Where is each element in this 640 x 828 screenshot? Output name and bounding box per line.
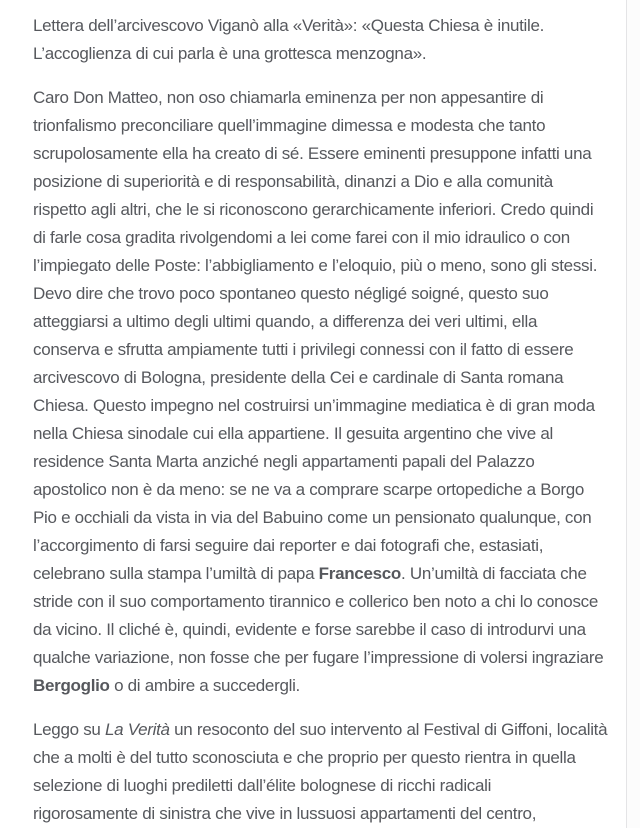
text-line bbox=[33, 744, 590, 772]
text-segment: rispetto agli altri, che le si riconoscono gerarchicamente inferiori. Credo quindi bbox=[33, 200, 594, 219]
text-line bbox=[33, 420, 590, 448]
text-line bbox=[33, 252, 598, 280]
text-segment: rigorosamente di sinistra che vive in lussuosi appartamenti del centro, bbox=[33, 804, 537, 823]
text-line bbox=[33, 560, 590, 588]
text-line bbox=[33, 112, 590, 140]
text-segment: Lettera dell’arcivescovo Viganò alla «Verità»: «Questa Chiesa è inutile. bbox=[33, 16, 545, 35]
text-segment: l’accorgimento di farsi seguire dai reporter e dai fotografi che, estasiati, bbox=[33, 536, 544, 555]
text-line bbox=[33, 616, 590, 644]
text-line bbox=[33, 800, 590, 828]
text-line bbox=[33, 364, 590, 392]
text-segment: residence Santa Marta anziché negli appartamenti papali del Palazzo bbox=[33, 452, 535, 471]
text-segment: arcivescovo di Bologna, presidente della Cei e cardinale di Santa romana bbox=[33, 368, 564, 387]
text-segment: l’impiegato delle Poste: l’abbigliamento e l’eloquio, più o meno, sono gli stessi. bbox=[33, 256, 598, 275]
bold-text-segment: Francesco bbox=[318, 564, 402, 583]
paragraph bbox=[33, 12, 590, 68]
text-segment: Leggo su bbox=[33, 720, 105, 739]
text-segment: Chiesa. Questo impegno nel costruirsi un’immagine mediatica è di gran moda bbox=[33, 396, 595, 415]
text-segment: o di ambire a succedergli. bbox=[109, 676, 300, 695]
text-segment: Caro Don Matteo, non oso chiamarla eminenza per non appesantire di bbox=[33, 88, 544, 107]
text-segment: selezione di luoghi prediletti dall’élite bolognese di ricchi radicali bbox=[33, 776, 492, 795]
text-line bbox=[33, 40, 590, 68]
text-line bbox=[33, 280, 590, 308]
text-line bbox=[33, 224, 590, 252]
text-line bbox=[33, 12, 590, 40]
text-line bbox=[33, 504, 590, 532]
text-line bbox=[33, 392, 595, 420]
text-segment: di farle cosa gradita rivolgendomi a lei come farei con il mio idraulico o con bbox=[33, 228, 570, 247]
text-line bbox=[33, 644, 604, 672]
text-segment: atteggiarsi a ultimo degli ultimi quando, a differenza dei veri ultimi, ella bbox=[33, 312, 538, 331]
text-line bbox=[33, 532, 590, 560]
text-segment: L’accoglienza di cui parla è una grottesca menzogna». bbox=[33, 44, 427, 63]
text-line bbox=[33, 336, 590, 364]
italic-text-segment: La Verità bbox=[104, 720, 170, 739]
text-segment: da vicino. Il cliché è, quindi, evidente e forse sarebbe il caso di introdurvi una bbox=[33, 620, 586, 639]
text-line bbox=[33, 168, 590, 196]
scrollbar-track[interactable] bbox=[627, 0, 640, 828]
paragraph bbox=[33, 716, 608, 828]
text-segment: conserva e sfrutta ampiamente tutti i privilegi connessi con il fatto di essere bbox=[33, 340, 574, 359]
text-line bbox=[33, 672, 590, 700]
text-line bbox=[33, 772, 590, 800]
text-segment: un resoconto del suo intervento al Festival di Giffoni, località bbox=[169, 720, 608, 739]
text-line bbox=[33, 716, 608, 744]
text-segment: qualche variazione, non fosse che per fugare l’impressione di volersi ingraziare bbox=[33, 648, 604, 667]
text-segment: apostolico non è da meno: se ne va a comprare scarpe ortopediche a Borgo bbox=[33, 480, 585, 499]
text-line bbox=[33, 448, 590, 476]
text-line bbox=[33, 476, 590, 504]
paragraph bbox=[33, 84, 604, 700]
text-segment: nella Chiesa sinodale cui ella appartiene. Il gesuita argentino che vive al bbox=[33, 424, 553, 443]
text-line bbox=[33, 140, 590, 168]
text-segment: trionfalismo preconciliare quell’immagine dimessa e modesta che tanto bbox=[33, 116, 546, 135]
text-line bbox=[33, 588, 599, 616]
bold-text-segment: Bergoglio bbox=[33, 676, 110, 695]
text-segment: posizione di superiorità e di responsabilità, dinanzi a Dio e alla comunità bbox=[33, 172, 553, 191]
text-line bbox=[33, 84, 590, 112]
text-line bbox=[33, 308, 590, 336]
text-segment: . Un’umiltà di facciata che bbox=[401, 564, 587, 583]
text-segment: Devo dire che trovo poco spontaneo questo négligé soigné, questo suo bbox=[33, 284, 549, 303]
text-segment: celebrano sulla stampa l’umiltà di papa bbox=[33, 564, 319, 583]
text-segment: Pio e occhiali da vista in via del Babuino come un pensionato qualunque, con bbox=[33, 508, 592, 527]
text-segment: scrupolosamente ella ha creato di sé. Essere eminenti presuppone infatti una bbox=[33, 144, 592, 163]
text-line bbox=[33, 196, 594, 224]
text-segment: stride con il suo comportamento tirannico e collerico ben noto a chi lo conosce bbox=[33, 592, 599, 611]
text-segment: che a molti è del tutto sconosciuta e che proprio per questo rientra in quella bbox=[33, 748, 576, 767]
